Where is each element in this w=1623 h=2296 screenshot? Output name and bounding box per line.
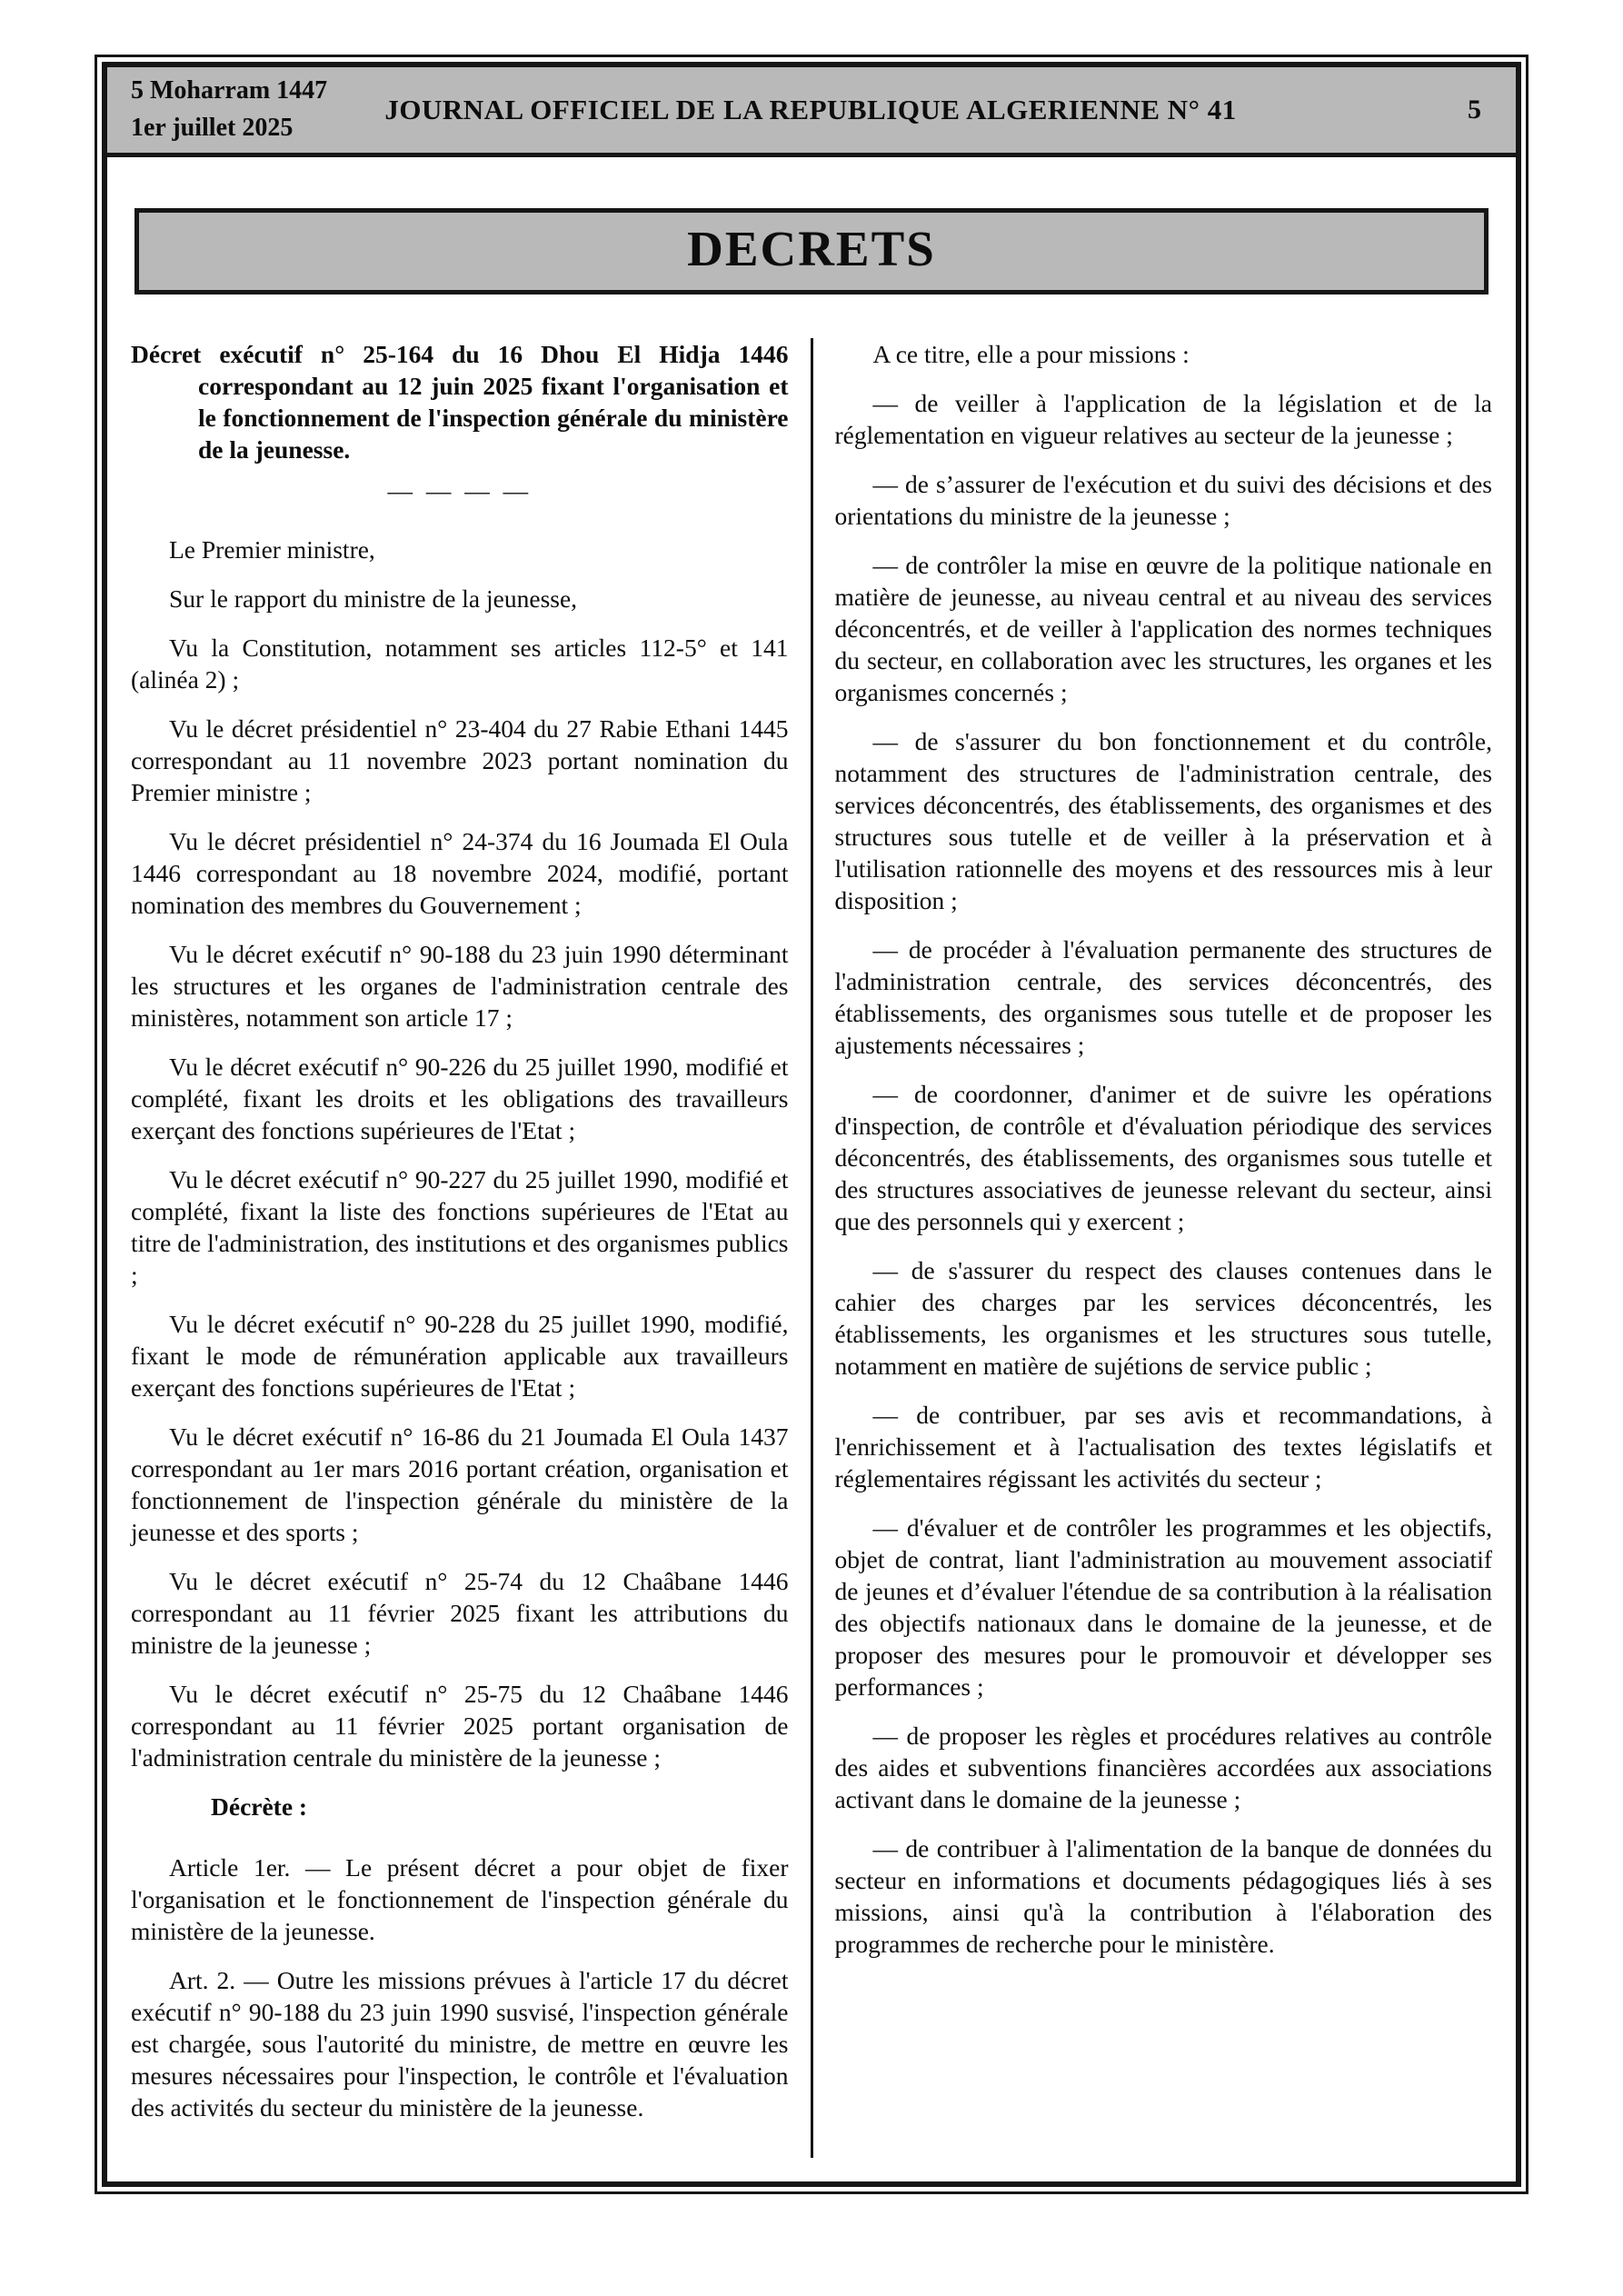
right-column (813, 338, 1493, 2158)
preamble-paragraph: Sur le rapport du ministre de la jeunesse, (169, 584, 578, 613)
mission-paragraph: — de s'assurer du bon fonctionnement et du contrôle, notamment des structures de l'administration centrale, des services déconcentrés, des établissements, des organismes et des structures sous tutelle et de veiller à la préservation et à l'utilisation rationnelle des moyens et des ressources mis à leur disposition ; (834, 727, 1492, 914)
mission-paragraph: — de proposer les règles et procédures relatives au contrôle des aides et subventions financières accordées aux associations activant dans le domaine de la jeunesse ; (834, 1722, 1492, 1813)
gregorian-date: 1er juillet 2025 (131, 114, 294, 142)
preamble-paragraphs (131, 534, 789, 1773)
mission-paragraph: — de veiller à l'application de la législation et de la réglementation en vigueur relatives au secteur de la jeunesse ; (834, 389, 1492, 449)
dash-separator: — — — — (387, 476, 533, 504)
preamble-paragraph: Vu le décret exécutif n° 90-226 du 25 juillet 1990, modifié et complété, fixant les droits et les obligations des travailleurs exerçant des fonctions supérieures de l'Etat ; (131, 1053, 789, 1144)
mission-paragraph: — de contribuer à l'alimentation de la banque de données du secteur en informations et documents pédagogiques liés à ses missions, ainsi qu'à la contribution à l'élaboration des programmes de recherche pour le ministère. (834, 1834, 1492, 1958)
preamble-paragraph: Vu le décret présidentiel n° 24-374 du 16 Joumada El Oula 1446 correspondant au 18 novembre 2024, modifié, portant nomination des membres du Gouvernement ; (131, 827, 789, 919)
preamble-paragraph: Vu le décret exécutif n° 25-75 du 12 Chaâbane 1446 correspondant au 11 février 2025 portant organisation de l'administration centrale du ministère de la jeunesse ; (131, 1680, 789, 1772)
page-inner-frame (102, 62, 1521, 2187)
preamble-paragraph: Vu le décret exécutif n° 90-228 du 25 juillet 1990, modifié, fixant le mode de rémunération applicable aux travailleurs exerçant des fonctions supérieures de l'Etat ; (131, 1310, 789, 1402)
page-outer-frame (95, 55, 1528, 2194)
page-number: 5 (1468, 95, 1481, 125)
mission-paragraph: — de contrôler la mise en œuvre de la politique nationale en matière de jeunesse, au niveau central et au niveau des services déconcentrés, et de veiller à l'application des normes techniques du secteur, en collaboration avec les structures, les organes et les organismes concernés ; (834, 551, 1492, 706)
mission-paragraph: — de coordonner, d'animer et de suivre les opérations d'inspection, de contrôle et d'évaluation périodique des services déconcentrés, des établissements, des organismes sous tutelle et des structures associatives de jeunesse relevant du secteur, ainsi que des personnels qui y exercent ; (834, 1080, 1492, 1235)
preamble-paragraph: Le Premier ministre, (169, 535, 375, 564)
article-paragraph: Art. 2. — Outre les missions prévues à l'article 17 du décret exécutif n° 90-188 du 23 juin 1990 susvisé, l'inspection générale est chargée, sous l'autorité du ministre, de mettre en œuvre les mesures nécessaires pour l'inspection, le contrôle et l'évaluation des activités du secteur du ministère de la jeunesse. (131, 1966, 789, 2121)
preamble-paragraph: Vu le décret exécutif n° 25-74 du 12 Chaâbane 1446 correspondant au 11 février 2025 fixant les attributions du ministre de la jeunesse ; (131, 1567, 789, 1659)
missions-intro: A ce titre, elle a pour missions : (872, 340, 1190, 368)
mission-paragraph: — de procéder à l'évaluation permanente des structures de l'administration centrale, des services déconcentrés, des établissements, des organismes sous tutelle et de proposer les ajustements nécessaires ; (834, 935, 1492, 1059)
header-dates (131, 73, 384, 146)
section-banner-title: DECRETS (687, 221, 936, 276)
mission-paragraph: — d'évaluer et de contrôler les programmes et les objectifs, objet de contrat, liant l'administration au mouvement associatif de jeunes et d’évaluer l'étendue de sa contribution à la réalisation des objectifs nationaux dans le domaine de la jeunesse, et de proposer des mesures pour le promouvoir et développer ses performances ; (834, 1513, 1492, 1701)
section-banner (134, 208, 1489, 294)
mission-paragraph: — de s’assurer de l'exécution et du suivi des décisions et des orientations du ministre de la jeunesse ; (834, 470, 1492, 530)
preamble-paragraph: Vu le décret exécutif n° 16-86 du 21 Joumada El Oula 1437 correspondant au 1er mars 2016 portant création, organisation et fonctionnement de l'inspection générale du ministère de la jeunesse et des sports ; (131, 1423, 789, 1546)
mission-paragraph: — de s'assurer du respect des clauses contenues dans le cahier des charges par les services déconcentrés, les établissements, les organismes et les structures sous tutelle, notamment en matière de sujétions de service public ; (834, 1256, 1492, 1380)
decrete-label: Décrète : (211, 1792, 308, 1821)
preamble-paragraph: Vu le décret exécutif n° 90-227 du 25 juillet 1990, modifié et complété, fixant la liste des fonctions supérieures de l'Etat au titre de l'administration, des institutions et des organismes publics ; (131, 1165, 789, 1289)
missions-list (835, 387, 1493, 1960)
preamble-paragraph: Vu le décret exécutif n° 90-188 du 23 juin 1990 déterminant les structures et les organes de l'administration centrale des ministères, notamment son article 17 ; (131, 940, 789, 1032)
articles (131, 1852, 789, 2123)
left-column (131, 338, 811, 2158)
journal-title: JOURNAL OFFICIEL DE LA REPUBLIQUE ALGERIENNE N° 41 (384, 94, 1237, 125)
decree-heading: Décret exécutif n° 25-164 du 16 Dhou El Hidja 1446 correspondant au 12 juin 2025 fixant l'organisation et le fonctionnement de l'inspection générale du ministère de la jeunesse. (131, 340, 789, 464)
preamble-paragraph: Vu la Constitution, notamment ses articles 112-5° et 141 (alinéa 2) ; (131, 634, 789, 694)
preamble-paragraph: Vu le décret présidentiel n° 23-404 du 27 Rabie Ethani 1445 correspondant au 11 novembre 2023 portant nomination du Premier ministre ; (131, 714, 789, 806)
journal-header (107, 67, 1516, 157)
text-columns (107, 336, 1516, 2181)
mission-paragraph: — de contribuer, par ses avis et recommandations, à l'enrichissement et à l'actualisation des textes législatifs et réglementaires régissant les activités du secteur ; (834, 1401, 1492, 1492)
hijri-date: 5 Moharram 1447 (131, 76, 328, 105)
article-paragraph: Article 1er. — Le présent décret a pour objet de fixer l'organisation et le fonctionnement de l'inspection générale du ministère de la jeunesse. (131, 1853, 789, 1945)
